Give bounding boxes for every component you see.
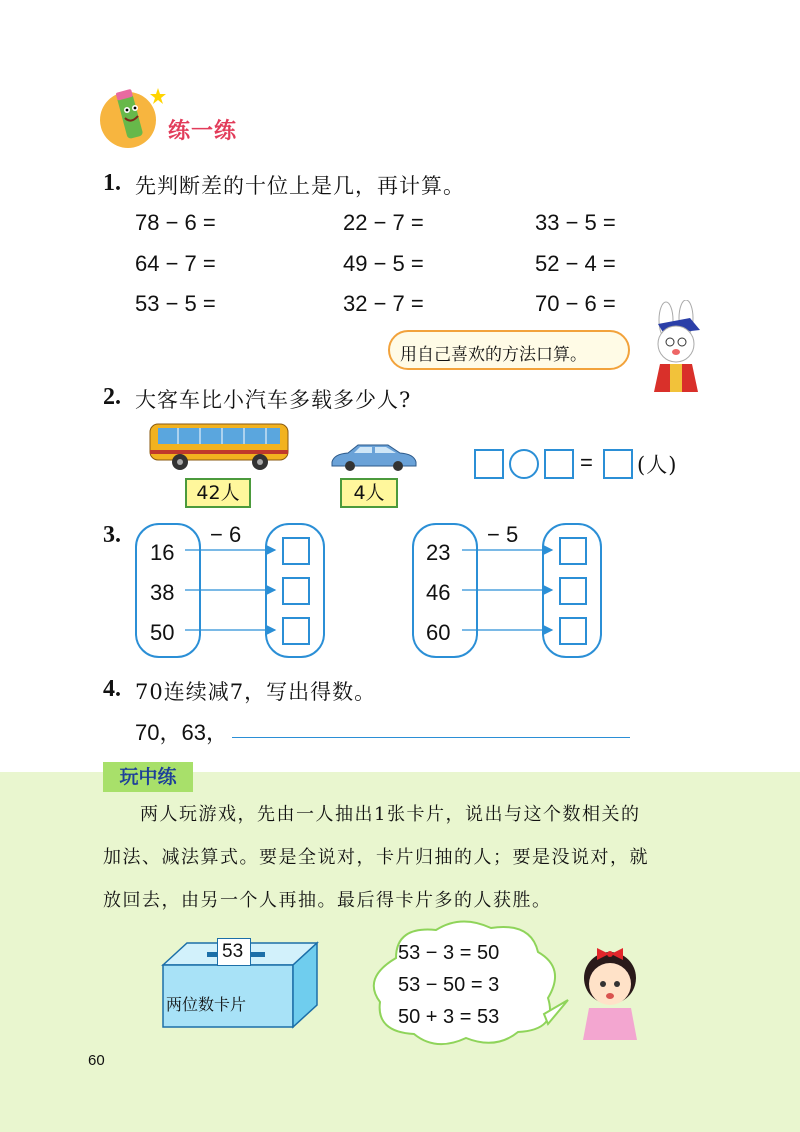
question-2-prompt: 大客车比小汽车多载多少人? <box>135 388 412 412</box>
hint-text: 用自己喜欢的方法口算。 <box>400 345 587 365</box>
bus-passenger-label: 42人 <box>185 478 251 508</box>
input-value: 60 <box>426 620 451 645</box>
q1-expression: 33 − 5 = <box>535 210 616 235</box>
answer-box[interactable] <box>603 449 633 479</box>
input-value: 23 <box>426 540 451 565</box>
q1-expression: 32 − 7 = <box>343 291 424 316</box>
pencil-mascot-icon <box>98 84 168 154</box>
input-value: 16 <box>150 540 175 565</box>
answer-box[interactable] <box>544 449 574 479</box>
car-passenger-label: 4人 <box>340 478 398 508</box>
section-title: 练一练 <box>168 119 238 144</box>
q1-expression: 52 − 4 = <box>535 251 616 276</box>
answer-box[interactable] <box>559 577 587 605</box>
game-tag: 玩中练 <box>103 762 193 792</box>
operator-circle[interactable] <box>509 449 539 479</box>
game-rule-line: 加法、减法算式。要是全说对，卡片归抽的人；要是没说对，就 <box>103 847 649 868</box>
q1-expression: 22 − 7 = <box>343 210 424 235</box>
unit-label: (人) <box>637 453 678 477</box>
input-value: 50 <box>150 620 175 645</box>
answer-box[interactable] <box>559 537 587 565</box>
box-label: 两位数卡片 <box>166 995 247 1014</box>
question-4-number: 4. <box>103 676 121 702</box>
game-rule-line: 两人玩游戏，先由一人抽出1张卡片，说出与这个数相关的 <box>140 804 641 825</box>
answer-box[interactable] <box>559 617 587 645</box>
question-2-number: 2. <box>103 384 121 410</box>
q1-expression: 70 − 6 = <box>535 291 616 316</box>
answer-box[interactable] <box>474 449 504 479</box>
question-1-prompt: 先判断差的十位上是几，再计算。 <box>135 174 465 198</box>
answer-line[interactable] <box>232 737 630 738</box>
sequence-start: 70，63， <box>135 720 228 745</box>
car-icon <box>328 440 418 472</box>
girl-character-icon <box>575 940 645 1040</box>
bus-icon <box>148 420 290 472</box>
answer-box[interactable] <box>282 617 310 645</box>
equation: 53 − 50 = 3 <box>398 974 500 996</box>
input-value: 38 <box>150 580 175 605</box>
card-number: 53 <box>222 941 244 962</box>
q1-expression: 49 − 5 = <box>343 251 424 276</box>
page-number: 60 <box>88 1052 105 1069</box>
q1-expression: 78 − 6 = <box>135 210 216 235</box>
answer-box[interactable] <box>282 537 310 565</box>
input-value: 46 <box>426 580 451 605</box>
question-4-prompt: 70连续减7，写出得数。 <box>135 680 377 704</box>
equals-sign: = <box>580 450 593 475</box>
question-1-number: 1. <box>103 170 121 196</box>
answer-box[interactable] <box>282 577 310 605</box>
game-rule-line: 放回去，由另一个人再抽。最后得卡片多的人获胜。 <box>103 890 552 911</box>
operation-label: − 5 <box>487 522 519 547</box>
q1-expression: 53 − 5 = <box>135 291 216 316</box>
question-3-number: 3. <box>103 522 121 548</box>
q1-expression: 64 − 7 = <box>135 251 216 276</box>
rabbit-doctor-icon <box>640 300 710 394</box>
equation: 53 − 3 = 50 <box>398 942 500 964</box>
operation-label: − 6 <box>210 522 242 547</box>
equation: 50 + 3 = 53 <box>398 1006 500 1028</box>
